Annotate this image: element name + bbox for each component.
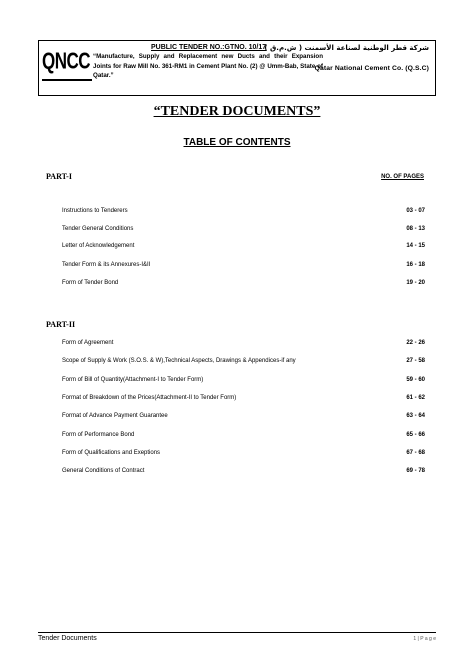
toc-row <box>62 280 425 290</box>
toc-row <box>62 340 425 350</box>
toc-item-title: Form of Performance Bond <box>62 432 135 438</box>
toc-item-title: Letter of Acknowledgement <box>62 243 135 249</box>
toc-item-title: Format of Advance Payment Guarantee <box>62 413 168 419</box>
toc-item-title: Form of Bill of Quantity(Attachment-I to Tender Form) <box>62 377 204 383</box>
company-name-arabic: شركة قطر الوطنية لصناعة الأسمنت ( ش.م.ق ) <box>264 44 429 52</box>
toc-item-pages: 59 - 60 <box>406 377 425 383</box>
part-2-label: PART-II <box>46 320 76 329</box>
toc-item-pages: 69 - 78 <box>406 468 425 474</box>
toc-item-pages: 22 - 26 <box>406 340 425 346</box>
toc-item-title: Scope of Supply & Work (S.O.S. & W),Technical Aspects, Drawings & Appendices-if any <box>62 358 296 364</box>
toc-item-pages: 61 - 62 <box>406 395 425 401</box>
toc-row <box>62 413 425 423</box>
company-name-english: Qatar National Cement Co. (Q.S.C) <box>314 65 429 72</box>
toc-row <box>62 450 425 460</box>
document-header <box>38 40 436 96</box>
toc-item-pages: 65 - 66 <box>406 432 425 438</box>
toc-item-title: Form of Agreement <box>62 340 114 346</box>
toc-item-title: General Conditions of Contract <box>62 468 145 474</box>
toc-item-pages: 63 - 64 <box>406 413 425 419</box>
toc-item-pages: 16 - 18 <box>406 262 425 268</box>
toc-row <box>62 243 425 253</box>
toc-row <box>62 208 425 218</box>
toc-item-title: Form of Qualifications and Exeptions <box>62 450 161 456</box>
pages-column-header: NO. OF PAGES <box>381 174 424 180</box>
toc-item-title: Tender General Conditions <box>62 226 134 232</box>
toc-item-pages: 14 - 15 <box>406 243 425 249</box>
toc-item-pages: 67 - 68 <box>406 450 425 456</box>
tender-description: “Manufacture, Supply and Replacement new Ducts and their Expansion Joints for Raw Mill No. 361-RM1 in Cement Plant No. (2) @ Umm-Bab, State of Qatar.” <box>93 53 323 79</box>
toc-row <box>62 262 425 272</box>
toc-item-pages: 19 - 20 <box>406 280 425 286</box>
toc-row <box>62 468 425 478</box>
page-number: 1 | P a g e <box>413 636 436 642</box>
toc-row <box>62 358 425 368</box>
company-logo: QNCC <box>42 48 91 74</box>
toc-title: TABLE OF CONTENTS <box>183 137 291 148</box>
logo-underline <box>42 79 92 81</box>
toc-row <box>62 226 425 236</box>
toc-item-title: Format of Breakdown of the Prices(Attachment-II to Tender Form) <box>62 395 237 401</box>
toc-item-pages: 03 - 07 <box>406 208 425 214</box>
document-title: “TENDER DOCUMENTS” <box>153 104 321 119</box>
part-1-label: PART-I <box>46 172 72 181</box>
tender-number: PUBLIC TENDER NO.:GTNO. 10/17 <box>151 44 267 51</box>
footer-document-name: Tender Documents <box>38 635 97 642</box>
toc-item-pages: 27 - 58 <box>406 358 425 364</box>
footer-divider <box>38 632 436 633</box>
toc-item-title: Tender Form & its Annexures-I&II <box>62 262 151 268</box>
toc-item-title: Instructions to Tenderers <box>62 208 128 214</box>
toc-row <box>62 377 425 387</box>
toc-row <box>62 395 425 405</box>
toc-row <box>62 432 425 442</box>
toc-item-pages: 08 - 13 <box>406 226 425 232</box>
toc-item-title: Form of Tender Bond <box>62 280 119 286</box>
